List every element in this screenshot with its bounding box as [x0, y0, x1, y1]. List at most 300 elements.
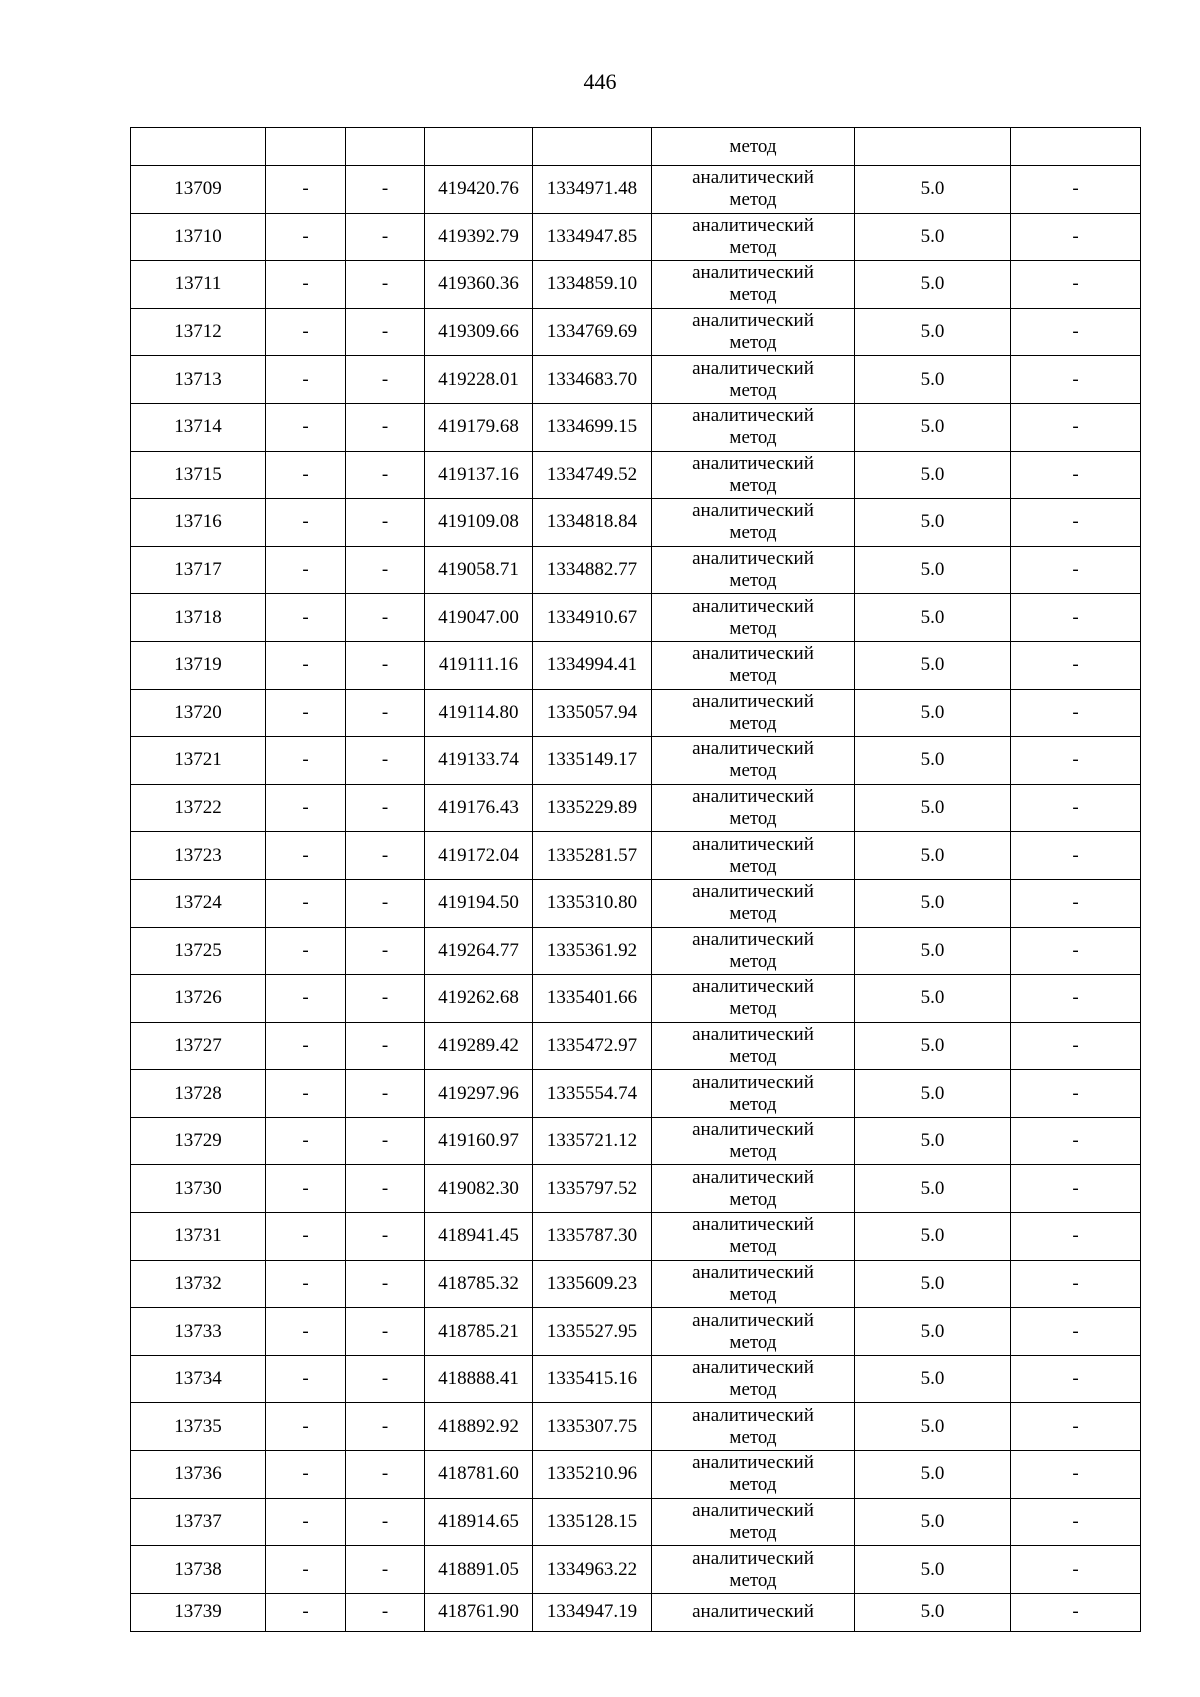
cell-c2: - [266, 927, 346, 975]
cell-method [652, 594, 855, 642]
cell-y: 1335554.74 [533, 1070, 652, 1118]
cell-method [652, 1165, 855, 1213]
method-line-1: аналитический [692, 405, 814, 427]
cell-note: - [1011, 546, 1141, 594]
table-row [131, 499, 1141, 547]
cell-x: 419228.01 [425, 356, 533, 404]
cell-y: 1334859.10 [533, 261, 652, 309]
cell-accuracy: 5.0 [855, 927, 1011, 975]
cell-y: 1334963.22 [533, 1546, 652, 1594]
cell-note: - [1011, 166, 1141, 214]
cell-id: 13739 [131, 1593, 266, 1631]
cell-y: 1334947.85 [533, 213, 652, 261]
cell-note: - [1011, 1403, 1141, 1451]
cell-y: 1335787.30 [533, 1213, 652, 1261]
cell-note: - [1011, 1022, 1141, 1070]
cell-method [652, 1546, 855, 1594]
cell-method [652, 166, 855, 214]
method-line-2: метод [729, 1331, 777, 1353]
cell-y: 1335721.12 [533, 1117, 652, 1165]
cell-method [652, 737, 855, 785]
cell-x: 418891.05 [425, 1546, 533, 1594]
cell-y: 1334910.67 [533, 594, 652, 642]
method-line-1: аналитический [692, 310, 814, 332]
cell-c3: - [346, 1260, 425, 1308]
method-line-1: аналитический [692, 1404, 814, 1426]
cell-x: 418785.32 [425, 1260, 533, 1308]
cell-note: - [1011, 213, 1141, 261]
cell-c3: - [346, 641, 425, 689]
cell-accuracy: 5.0 [855, 451, 1011, 499]
cell-x: 419297.96 [425, 1070, 533, 1118]
table-body [131, 128, 1141, 1632]
table-row [131, 356, 1141, 404]
method-line-2: метод [729, 1474, 777, 1496]
method-line-1: аналитический [692, 643, 814, 665]
cell-accuracy: 5.0 [855, 166, 1011, 214]
method-line-2: метод [729, 284, 777, 306]
method-line-1: аналитический [692, 786, 814, 808]
cell-y: 1334947.19 [533, 1593, 652, 1631]
cell-accuracy: 5.0 [855, 879, 1011, 927]
cell-c3: - [346, 166, 425, 214]
method-line-1: аналитический [692, 357, 814, 379]
cell-method [652, 1022, 855, 1070]
table-row [131, 166, 1141, 214]
cell-y: 1334699.15 [533, 403, 652, 451]
cell-c3: - [346, 927, 425, 975]
table-row [131, 546, 1141, 594]
cell-id: 13716 [131, 499, 266, 547]
table-row [131, 927, 1141, 975]
cell-note: - [1011, 879, 1141, 927]
cell-y: 1335128.15 [533, 1498, 652, 1546]
cell-id: 13722 [131, 784, 266, 832]
cell-method [652, 403, 855, 451]
table-row [131, 1308, 1141, 1356]
coordinates-table [130, 127, 1141, 1632]
cell-c2: - [266, 1355, 346, 1403]
cell-id: 13712 [131, 308, 266, 356]
cell-note: - [1011, 356, 1141, 404]
cell-method [652, 641, 855, 689]
cell-c3: - [346, 975, 425, 1023]
method-line-2: метод [729, 332, 777, 354]
cell-y: 1335361.92 [533, 927, 652, 975]
cell-id: 13715 [131, 451, 266, 499]
method-line-2: метод [729, 665, 777, 687]
cell-y: 1335472.97 [533, 1022, 652, 1070]
cell-c2: - [266, 1498, 346, 1546]
cell-c3: - [346, 356, 425, 404]
table-row [131, 737, 1141, 785]
cell-note: - [1011, 737, 1141, 785]
table-row [131, 1593, 1141, 1631]
cell-c2: - [266, 451, 346, 499]
cell-x: 418941.45 [425, 1213, 533, 1261]
cell-note: - [1011, 1260, 1141, 1308]
method-line-1: аналитический [692, 738, 814, 760]
cell-method [652, 451, 855, 499]
table-row [131, 213, 1141, 261]
cell-method [652, 308, 855, 356]
cell-method [652, 1451, 855, 1499]
method-line-1: аналитический [692, 833, 814, 855]
cell-method [652, 784, 855, 832]
cell-c2: - [266, 594, 346, 642]
cell-accuracy: 5.0 [855, 308, 1011, 356]
method-line-2: метод [729, 570, 777, 592]
cell-c2: - [266, 1308, 346, 1356]
cell-method [652, 1593, 855, 1631]
cell-accuracy: 5.0 [855, 832, 1011, 880]
method-line-1: аналитический [692, 548, 814, 570]
cell-c2: - [266, 213, 346, 261]
cell-id: 13713 [131, 356, 266, 404]
cell-method [652, 546, 855, 594]
cell-note: - [1011, 1117, 1141, 1165]
cell-x: 419264.77 [425, 927, 533, 975]
cell-x: 419360.36 [425, 261, 533, 309]
cell-y: 1334818.84 [533, 499, 652, 547]
cell-c2: - [266, 308, 346, 356]
cell-method [652, 1403, 855, 1451]
continued-row [131, 128, 1141, 166]
cell-c3: - [346, 546, 425, 594]
cell-id: 13726 [131, 975, 266, 1023]
table-row [131, 832, 1141, 880]
cell-accuracy: 5.0 [855, 975, 1011, 1023]
cell-id: 13714 [131, 403, 266, 451]
method-line-1: аналитический [692, 1357, 814, 1379]
cell-x: 418888.41 [425, 1355, 533, 1403]
cell-y: 1335229.89 [533, 784, 652, 832]
cell-y: 1335307.75 [533, 1403, 652, 1451]
method-line-2: метод [729, 855, 777, 877]
method-line-1: аналитический [692, 1499, 814, 1521]
table-row [131, 1451, 1141, 1499]
cell-y: 1335310.80 [533, 879, 652, 927]
cell-c2: - [266, 1022, 346, 1070]
cell-method [652, 927, 855, 975]
method-line-1: аналитический [692, 976, 814, 998]
method-line-2: метод [729, 1379, 777, 1401]
cell-id: 13735 [131, 1403, 266, 1451]
cell-note: - [1011, 499, 1141, 547]
cell-x: 419058.71 [425, 546, 533, 594]
cell-method [652, 356, 855, 404]
table-row [131, 403, 1141, 451]
cell-c2: - [266, 641, 346, 689]
cell-note: - [1011, 1070, 1141, 1118]
cell-c2: - [266, 261, 346, 309]
cell-y: 1335797.52 [533, 1165, 652, 1213]
table-row [131, 1117, 1141, 1165]
method-line-1: аналитический [692, 690, 814, 712]
cell-note [1011, 128, 1141, 166]
method-line-2: метод [729, 617, 777, 639]
cell-x: 419194.50 [425, 879, 533, 927]
cell-id: 13738 [131, 1546, 266, 1594]
cell-y [533, 128, 652, 166]
cell-method [652, 1213, 855, 1261]
cell-y: 1334971.48 [533, 166, 652, 214]
method-line-2: метод [729, 1093, 777, 1115]
cell-c2: - [266, 832, 346, 880]
cell-accuracy: 5.0 [855, 1022, 1011, 1070]
method-line-2: метод [729, 1426, 777, 1448]
cell-note: - [1011, 689, 1141, 737]
cell-x: 419172.04 [425, 832, 533, 880]
method-line-1: аналитический [692, 1023, 814, 1045]
table-row [131, 784, 1141, 832]
cell-note: - [1011, 1308, 1141, 1356]
cell-accuracy: 5.0 [855, 1260, 1011, 1308]
cell-accuracy: 5.0 [855, 1451, 1011, 1499]
cell-id: 13737 [131, 1498, 266, 1546]
cell-id: 13711 [131, 261, 266, 309]
cell-y: 1335281.57 [533, 832, 652, 880]
cell-id: 13710 [131, 213, 266, 261]
cell-c3: - [346, 451, 425, 499]
cell-accuracy: 5.0 [855, 213, 1011, 261]
cell-id: 13733 [131, 1308, 266, 1356]
cell-x: 419420.76 [425, 166, 533, 214]
cell-x: 419114.80 [425, 689, 533, 737]
table-row [131, 594, 1141, 642]
cell-c2: - [266, 1546, 346, 1594]
cell-method [652, 213, 855, 261]
method-line-2: метод [729, 1141, 777, 1163]
cell-c2: - [266, 784, 346, 832]
method-line-2: метод [729, 1045, 777, 1067]
cell-id: 13725 [131, 927, 266, 975]
cell-id: 13732 [131, 1260, 266, 1308]
cell-x: 419309.66 [425, 308, 533, 356]
method-line-2: метод [729, 950, 777, 972]
cell-note: - [1011, 451, 1141, 499]
cell-accuracy: 5.0 [855, 1355, 1011, 1403]
cell-id: 13721 [131, 737, 266, 785]
cell-x: 418892.92 [425, 1403, 533, 1451]
cell-y: 1334994.41 [533, 641, 652, 689]
method-line-2: метод [729, 760, 777, 782]
cell-c2 [266, 128, 346, 166]
cell-id: 13728 [131, 1070, 266, 1118]
method-line-1: аналитический [692, 1601, 814, 1623]
method-line-1: аналитический [692, 262, 814, 284]
cell-method [652, 1070, 855, 1118]
cell-x: 419176.43 [425, 784, 533, 832]
cell-note: - [1011, 594, 1141, 642]
cell-c3: - [346, 1593, 425, 1631]
cell-id: 13736 [131, 1451, 266, 1499]
cell-accuracy: 5.0 [855, 594, 1011, 642]
method-line-2: метод [729, 427, 777, 449]
cell-note: - [1011, 927, 1141, 975]
cell-y: 1335210.96 [533, 1451, 652, 1499]
method-line-2: метод [729, 1188, 777, 1210]
cell-accuracy: 5.0 [855, 1165, 1011, 1213]
cell-c3: - [346, 261, 425, 309]
cell-note: - [1011, 261, 1141, 309]
cell-id: 13719 [131, 641, 266, 689]
cell-y: 1335527.95 [533, 1308, 652, 1356]
cell-method [652, 689, 855, 737]
cell-note: - [1011, 403, 1141, 451]
table-row [131, 689, 1141, 737]
cell-y: 1335609.23 [533, 1260, 652, 1308]
cell-accuracy: 5.0 [855, 499, 1011, 547]
table-row [131, 1498, 1141, 1546]
cell-accuracy: 5.0 [855, 403, 1011, 451]
cell-y: 1334683.70 [533, 356, 652, 404]
cell-accuracy: 5.0 [855, 546, 1011, 594]
cell-c2: - [266, 1403, 346, 1451]
method-line-2: метод [729, 236, 777, 258]
cell-c3: - [346, 784, 425, 832]
cell-y: 1335401.66 [533, 975, 652, 1023]
cell-note: - [1011, 641, 1141, 689]
cell-id: 13731 [131, 1213, 266, 1261]
cell-note: - [1011, 308, 1141, 356]
cell-x: 418914.65 [425, 1498, 533, 1546]
cell-accuracy: 5.0 [855, 1498, 1011, 1546]
cell-c2: - [266, 1070, 346, 1118]
method-line-1: аналитический [692, 928, 814, 950]
cell-c3: - [346, 499, 425, 547]
cell-accuracy: 5.0 [855, 356, 1011, 404]
cell-x: 419160.97 [425, 1117, 533, 1165]
method-line-1: аналитический [692, 1071, 814, 1093]
cell-accuracy: 5.0 [855, 1593, 1011, 1631]
method-line-2: метод [729, 903, 777, 925]
cell-id: 13730 [131, 1165, 266, 1213]
method-line-2: метод [729, 1283, 777, 1305]
cell-y: 1335415.16 [533, 1355, 652, 1403]
cell-method [652, 879, 855, 927]
cell-x: 419262.68 [425, 975, 533, 1023]
cell-c3: - [346, 1498, 425, 1546]
cell-x: 419109.08 [425, 499, 533, 547]
cell-accuracy: 5.0 [855, 1308, 1011, 1356]
cell-c3: - [346, 1070, 425, 1118]
cell-method [652, 1498, 855, 1546]
cell-x: 419392.79 [425, 213, 533, 261]
cell-x: 418785.21 [425, 1308, 533, 1356]
cell-c3: - [346, 1355, 425, 1403]
cell-y: 1334882.77 [533, 546, 652, 594]
cell-id: 13718 [131, 594, 266, 642]
cell-c3: - [346, 1451, 425, 1499]
cell-id: 13709 [131, 166, 266, 214]
table-row [131, 1165, 1141, 1213]
cell-x [425, 128, 533, 166]
cell-c3: - [346, 594, 425, 642]
cell-method [652, 975, 855, 1023]
method-line-1: аналитический [692, 1261, 814, 1283]
cell-accuracy: 5.0 [855, 1403, 1011, 1451]
table-row [131, 1070, 1141, 1118]
table-row [131, 1260, 1141, 1308]
cell-note: - [1011, 975, 1141, 1023]
cell-c3: - [346, 1403, 425, 1451]
method-line-1: аналитический [692, 452, 814, 474]
method-line-1: аналитический [692, 1214, 814, 1236]
method-line-1: аналитический [692, 1166, 814, 1188]
table-row [131, 1213, 1141, 1261]
method-line-1: аналитический [692, 500, 814, 522]
cell-method [652, 261, 855, 309]
cell-id: 13724 [131, 879, 266, 927]
cell-x: 419289.42 [425, 1022, 533, 1070]
cell-accuracy: 5.0 [855, 737, 1011, 785]
cell-c2: - [266, 1213, 346, 1261]
cell-id: 13720 [131, 689, 266, 737]
method-line-1: аналитический [692, 1547, 814, 1569]
method-line-1: аналитический [692, 1452, 814, 1474]
cell-c3: - [346, 879, 425, 927]
cell-c3: - [346, 308, 425, 356]
cell-method [652, 1117, 855, 1165]
cell-note: - [1011, 1451, 1141, 1499]
cell-c2: - [266, 1451, 346, 1499]
cell-c3: - [346, 1117, 425, 1165]
cell-c3: - [346, 1022, 425, 1070]
cell-x: 418781.60 [425, 1451, 533, 1499]
cell-x: 419179.68 [425, 403, 533, 451]
cell-note: - [1011, 1213, 1141, 1261]
cell-c2: - [266, 689, 346, 737]
cell-c3: - [346, 1213, 425, 1261]
cell-c3: - [346, 1546, 425, 1594]
table-row [131, 451, 1141, 499]
method-line-2: метод [729, 1236, 777, 1258]
cell-c2: - [266, 166, 346, 214]
method-line-1: аналитический [692, 595, 814, 617]
method-line-1: аналитический [692, 881, 814, 903]
cell-method [652, 1260, 855, 1308]
cell-accuracy: 5.0 [855, 261, 1011, 309]
cell-id: 13727 [131, 1022, 266, 1070]
cell-accuracy: 5.0 [855, 641, 1011, 689]
table-row [131, 641, 1141, 689]
cell-c2: - [266, 499, 346, 547]
table-row [131, 879, 1141, 927]
cell-c3: - [346, 213, 425, 261]
cell-id: 13729 [131, 1117, 266, 1165]
cell-c2: - [266, 975, 346, 1023]
cell-method [652, 832, 855, 880]
cell-c3: - [346, 1165, 425, 1213]
cell-c2: - [266, 403, 346, 451]
cell-accuracy: 5.0 [855, 1546, 1011, 1594]
cell-note: - [1011, 784, 1141, 832]
cell-note: - [1011, 832, 1141, 880]
cell-c2: - [266, 1260, 346, 1308]
cell-x: 419137.16 [425, 451, 533, 499]
table-row [131, 1022, 1141, 1070]
cell-c2: - [266, 1593, 346, 1631]
method-line-1: аналитический [692, 214, 814, 236]
cell-accuracy: 5.0 [855, 1070, 1011, 1118]
cell-note: - [1011, 1546, 1141, 1594]
cell-method [652, 499, 855, 547]
cell-accuracy: 5.0 [855, 784, 1011, 832]
cell-c3: - [346, 1308, 425, 1356]
cell-x: 419133.74 [425, 737, 533, 785]
table-row [131, 261, 1141, 309]
